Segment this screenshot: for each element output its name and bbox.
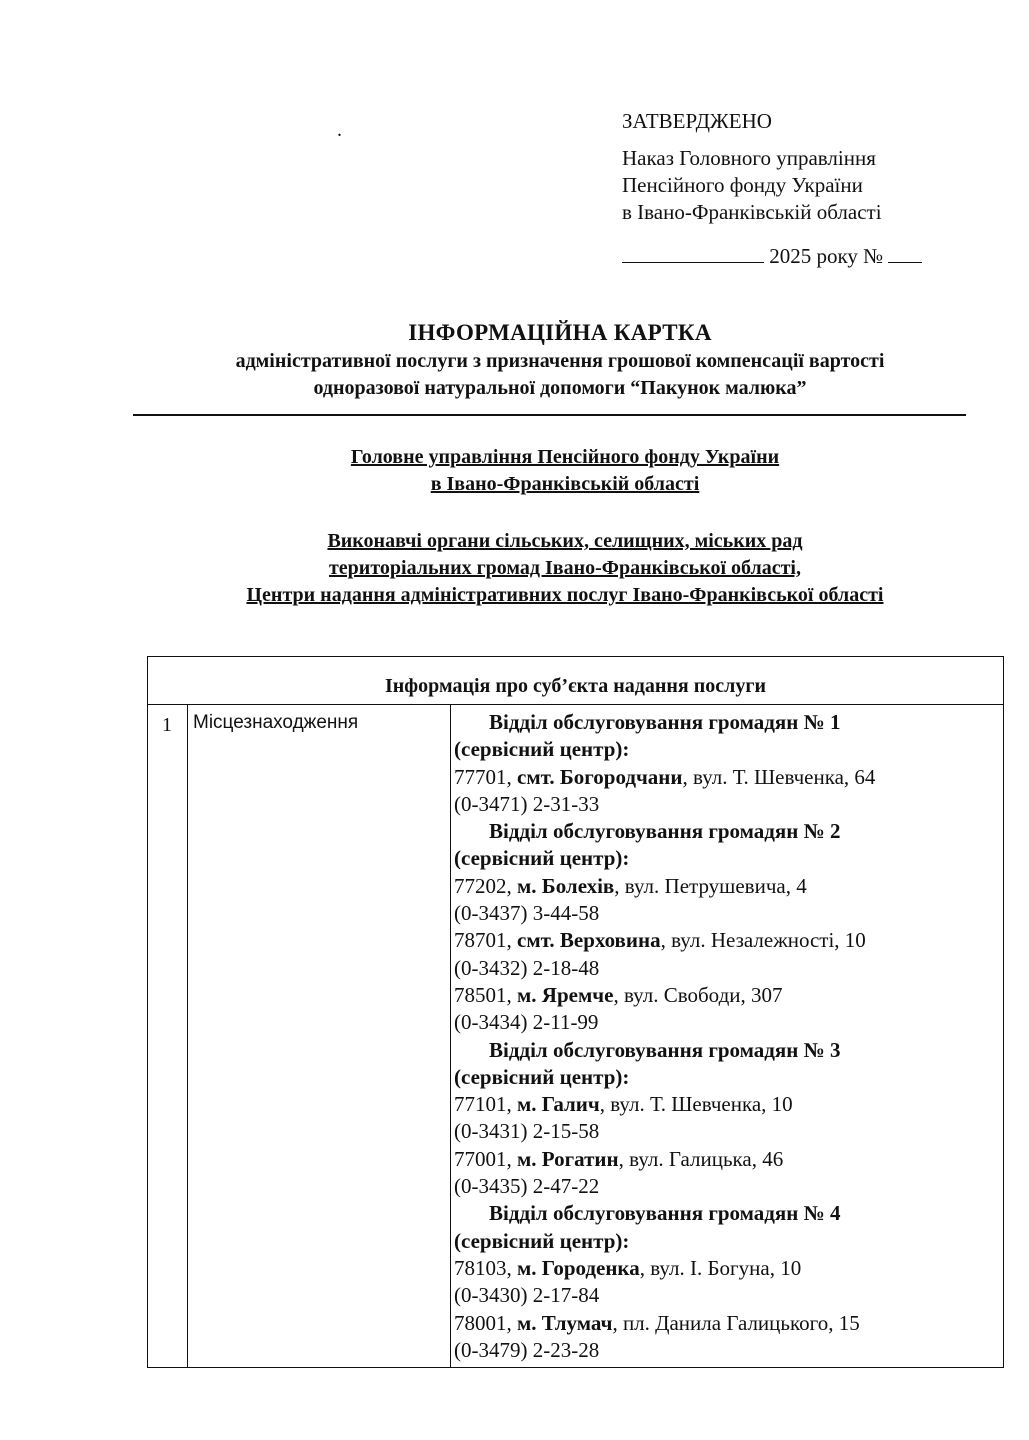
department-subtitle: (сервісний центр): (454, 737, 630, 762)
office-phone: (0-3432) 2-18-48 (454, 955, 600, 980)
office-address: 77101, м. Галич, вул. Т. Шевченка, 10 (454, 1092, 793, 1117)
office-phone: (0-3430) 2-17-84 (454, 1283, 600, 1308)
org-line: в Івано-Франківській області (430, 473, 700, 495)
office-address: 78501, м. Яремче, вул. Свободи, 307 (454, 982, 783, 1007)
approval-date-line (622, 242, 1002, 270)
office-address: 78001, м. Тлумач, пл. Данила Галицького, 15 (454, 1310, 860, 1335)
approval-block (622, 108, 1002, 270)
office-phone: (0-3479) 2-23-28 (454, 1337, 600, 1362)
locations-cell (454, 709, 999, 1364)
title-subtitle: адміністративної послуги з призначення грошової компенсації вартості (235, 350, 885, 372)
number-blank (888, 242, 922, 263)
approval-heading: ЗАТВЕРДЖЕНО (622, 109, 772, 133)
office-phone: (0-3431) 2-15-58 (454, 1119, 600, 1144)
org-line: Виконавчі органи сільських, селищних, міських рад (327, 530, 803, 552)
department-subtitle: (сервісний центр): (454, 1228, 630, 1253)
local-authorities-heading (130, 528, 1000, 609)
department-title: Відділ обслуговування громадян № 2 (489, 819, 841, 844)
office-phone: (0-3471) 2-31-33 (454, 791, 600, 816)
approval-line: в Івано-Франківській області (622, 200, 882, 224)
office-phone: (0-3435) 2-47-22 (454, 1174, 600, 1199)
office-address: 78103, м. Городенка, вул. І. Богуна, 10 (454, 1255, 802, 1280)
department-title: Відділ обслуговування громадян № 4 (489, 1201, 841, 1226)
org-line: Центри надання адміністративних послуг Івано-Франківської області (246, 584, 884, 606)
department-subtitle: (сервісний центр): (454, 1064, 630, 1089)
office-address: 77701, смт. Богородчани, вул. Т. Шевченка, 64 (454, 764, 876, 789)
row-number: 1 (162, 714, 172, 736)
column-divider (450, 705, 451, 1367)
office-address: 77202, м. Болехів, вул. Петрушевича, 4 (454, 873, 807, 898)
office-address: 78701, смт. Верховина, вул. Незалежності, 10 (454, 928, 866, 953)
org-line: Головне управління Пенсійного фонду України (350, 446, 780, 468)
column-divider (187, 705, 188, 1367)
title-divider (133, 414, 966, 416)
service-info-table (147, 656, 1004, 1368)
document-title (130, 318, 990, 402)
department-title: Відділ обслуговування громадян № 3 (489, 1037, 841, 1062)
department-title: Відділ обслуговування громадян № 1 (489, 710, 841, 734)
title-subtitle: одноразової натуральної допомоги “Пакунок малюка” (313, 377, 807, 399)
office-phone: (0-3434) 2-11-99 (454, 1010, 599, 1035)
approval-date-text: 2025 року № (769, 244, 884, 268)
office-phone: (0-3437) 3-44-58 (454, 901, 600, 926)
org-line: територіальних громад Івано-Франківської області, (328, 557, 801, 579)
date-blank (622, 242, 764, 263)
approval-line: Наказ Головного управління (622, 146, 876, 170)
table-header: Інформація про суб’єкта надання послуги (148, 657, 1003, 705)
department-subtitle: (сервісний центр): (454, 846, 630, 871)
row-label: Місцезнаходження (193, 712, 359, 733)
main-department-heading (130, 444, 1000, 498)
title-main: ІНФОРМАЦІЙНА КАРТКА (408, 320, 712, 345)
office-address: 77001, м. Рогатин, вул. Галицька, 46 (454, 1146, 784, 1171)
stray-mark: . (337, 119, 342, 141)
approval-line: Пенсійного фонду України (622, 173, 863, 197)
